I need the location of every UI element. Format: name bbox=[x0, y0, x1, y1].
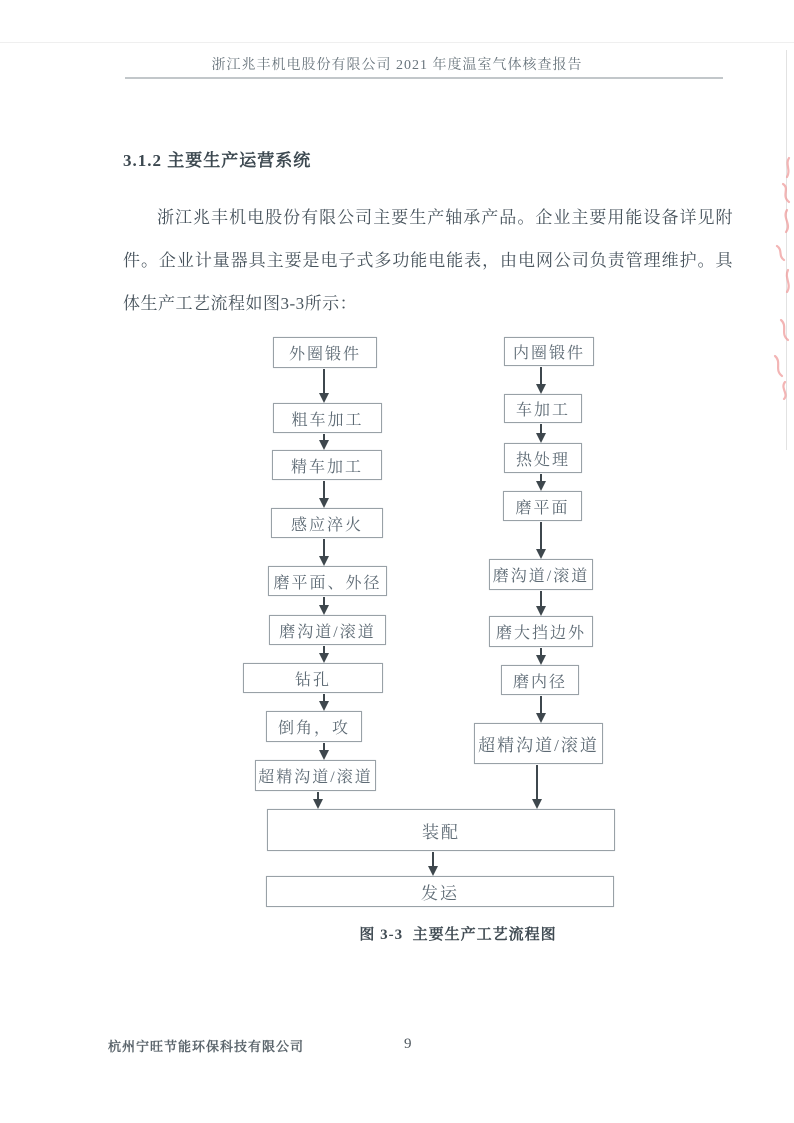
flow-node-shipping: 发运 bbox=[266, 876, 614, 907]
flow-arrow-right-1 bbox=[540, 367, 542, 384]
flow-arrow-right-6 bbox=[540, 648, 542, 655]
flow-arrow-left-1 bbox=[323, 369, 325, 393]
flow-arrow-left-3 bbox=[323, 481, 325, 498]
flow-arrow-left-4 bbox=[323, 539, 325, 556]
flow-node-right-5: 磨沟道/滚道 bbox=[489, 559, 593, 590]
flow-node-left-7: 钻孔 bbox=[243, 663, 383, 693]
flow-arrow-left-7 bbox=[323, 694, 325, 701]
flow-node-right-8: 超精沟道/滚道 bbox=[474, 723, 603, 764]
header-divider bbox=[125, 77, 723, 79]
flow-node-left-5: 磨平面、外径 bbox=[268, 566, 387, 596]
scan-artifact-top-line bbox=[0, 42, 794, 43]
flow-node-left-3: 精车加工 bbox=[272, 450, 382, 480]
flow-node-right-3: 热处理 bbox=[504, 443, 582, 473]
figure-caption: 图 3-3 主要生产工艺流程图 bbox=[359, 927, 557, 943]
flow-arrow-right-5 bbox=[540, 591, 542, 606]
flow-node-right-2: 车加工 bbox=[504, 394, 582, 423]
flow-arrow-left-8 bbox=[323, 743, 325, 750]
flow-node-right-7: 磨内径 bbox=[501, 665, 579, 695]
flow-node-right-4: 磨平面 bbox=[503, 491, 582, 521]
flow-node-left-8: 倒角，攻 bbox=[266, 711, 362, 742]
flow-arrow-right-4 bbox=[540, 522, 542, 549]
flow-arrow-assembly-to-shipping bbox=[432, 852, 434, 866]
flow-node-right-6: 磨大挡边外 bbox=[489, 616, 593, 647]
flow-arrow-left-to-assembly bbox=[317, 792, 319, 799]
flow-node-right-1: 内圈锻件 bbox=[504, 337, 594, 366]
flow-node-left-9: 超精沟道/滚道 bbox=[255, 760, 376, 791]
flow-node-left-4: 感应淬火 bbox=[271, 508, 383, 538]
flow-arrow-left-6 bbox=[323, 646, 325, 653]
page-header-title: 浙江兆丰机电股份有限公司 2021 年度温室气体核查报告 bbox=[211, 58, 583, 73]
flow-node-left-6: 磨沟道/滚道 bbox=[269, 615, 386, 645]
flow-arrow-left-5 bbox=[323, 597, 325, 605]
flow-node-left-1: 外圈锻件 bbox=[273, 337, 377, 368]
flow-arrow-left-2 bbox=[323, 434, 325, 440]
section-heading: 3.1.2 主要生产运营系统 bbox=[123, 151, 312, 170]
flow-arrow-right-2 bbox=[540, 424, 542, 433]
red-stamp-fragment-icon bbox=[763, 150, 794, 400]
body-paragraph: 浙江兆丰机电股份有限公司主要生产轴承产品。企业主要用能设备详见附件。企业计量器具主要是电子式多功能电能表，由电网公司负责管理维护。具体生产工艺流程如图3-3所示： bbox=[123, 208, 733, 313]
footer-page-number: 9 bbox=[404, 1036, 412, 1052]
flow-node-left-2: 粗车加工 bbox=[273, 403, 382, 433]
flow-arrow-right-to-assembly bbox=[536, 765, 538, 799]
flow-node-assembly: 装配 bbox=[267, 809, 615, 851]
flow-arrow-right-3 bbox=[540, 474, 542, 481]
flow-arrow-right-7 bbox=[540, 696, 542, 713]
footer-company-name: 杭州宁旺节能环保科技有限公司 bbox=[108, 1039, 305, 1054]
